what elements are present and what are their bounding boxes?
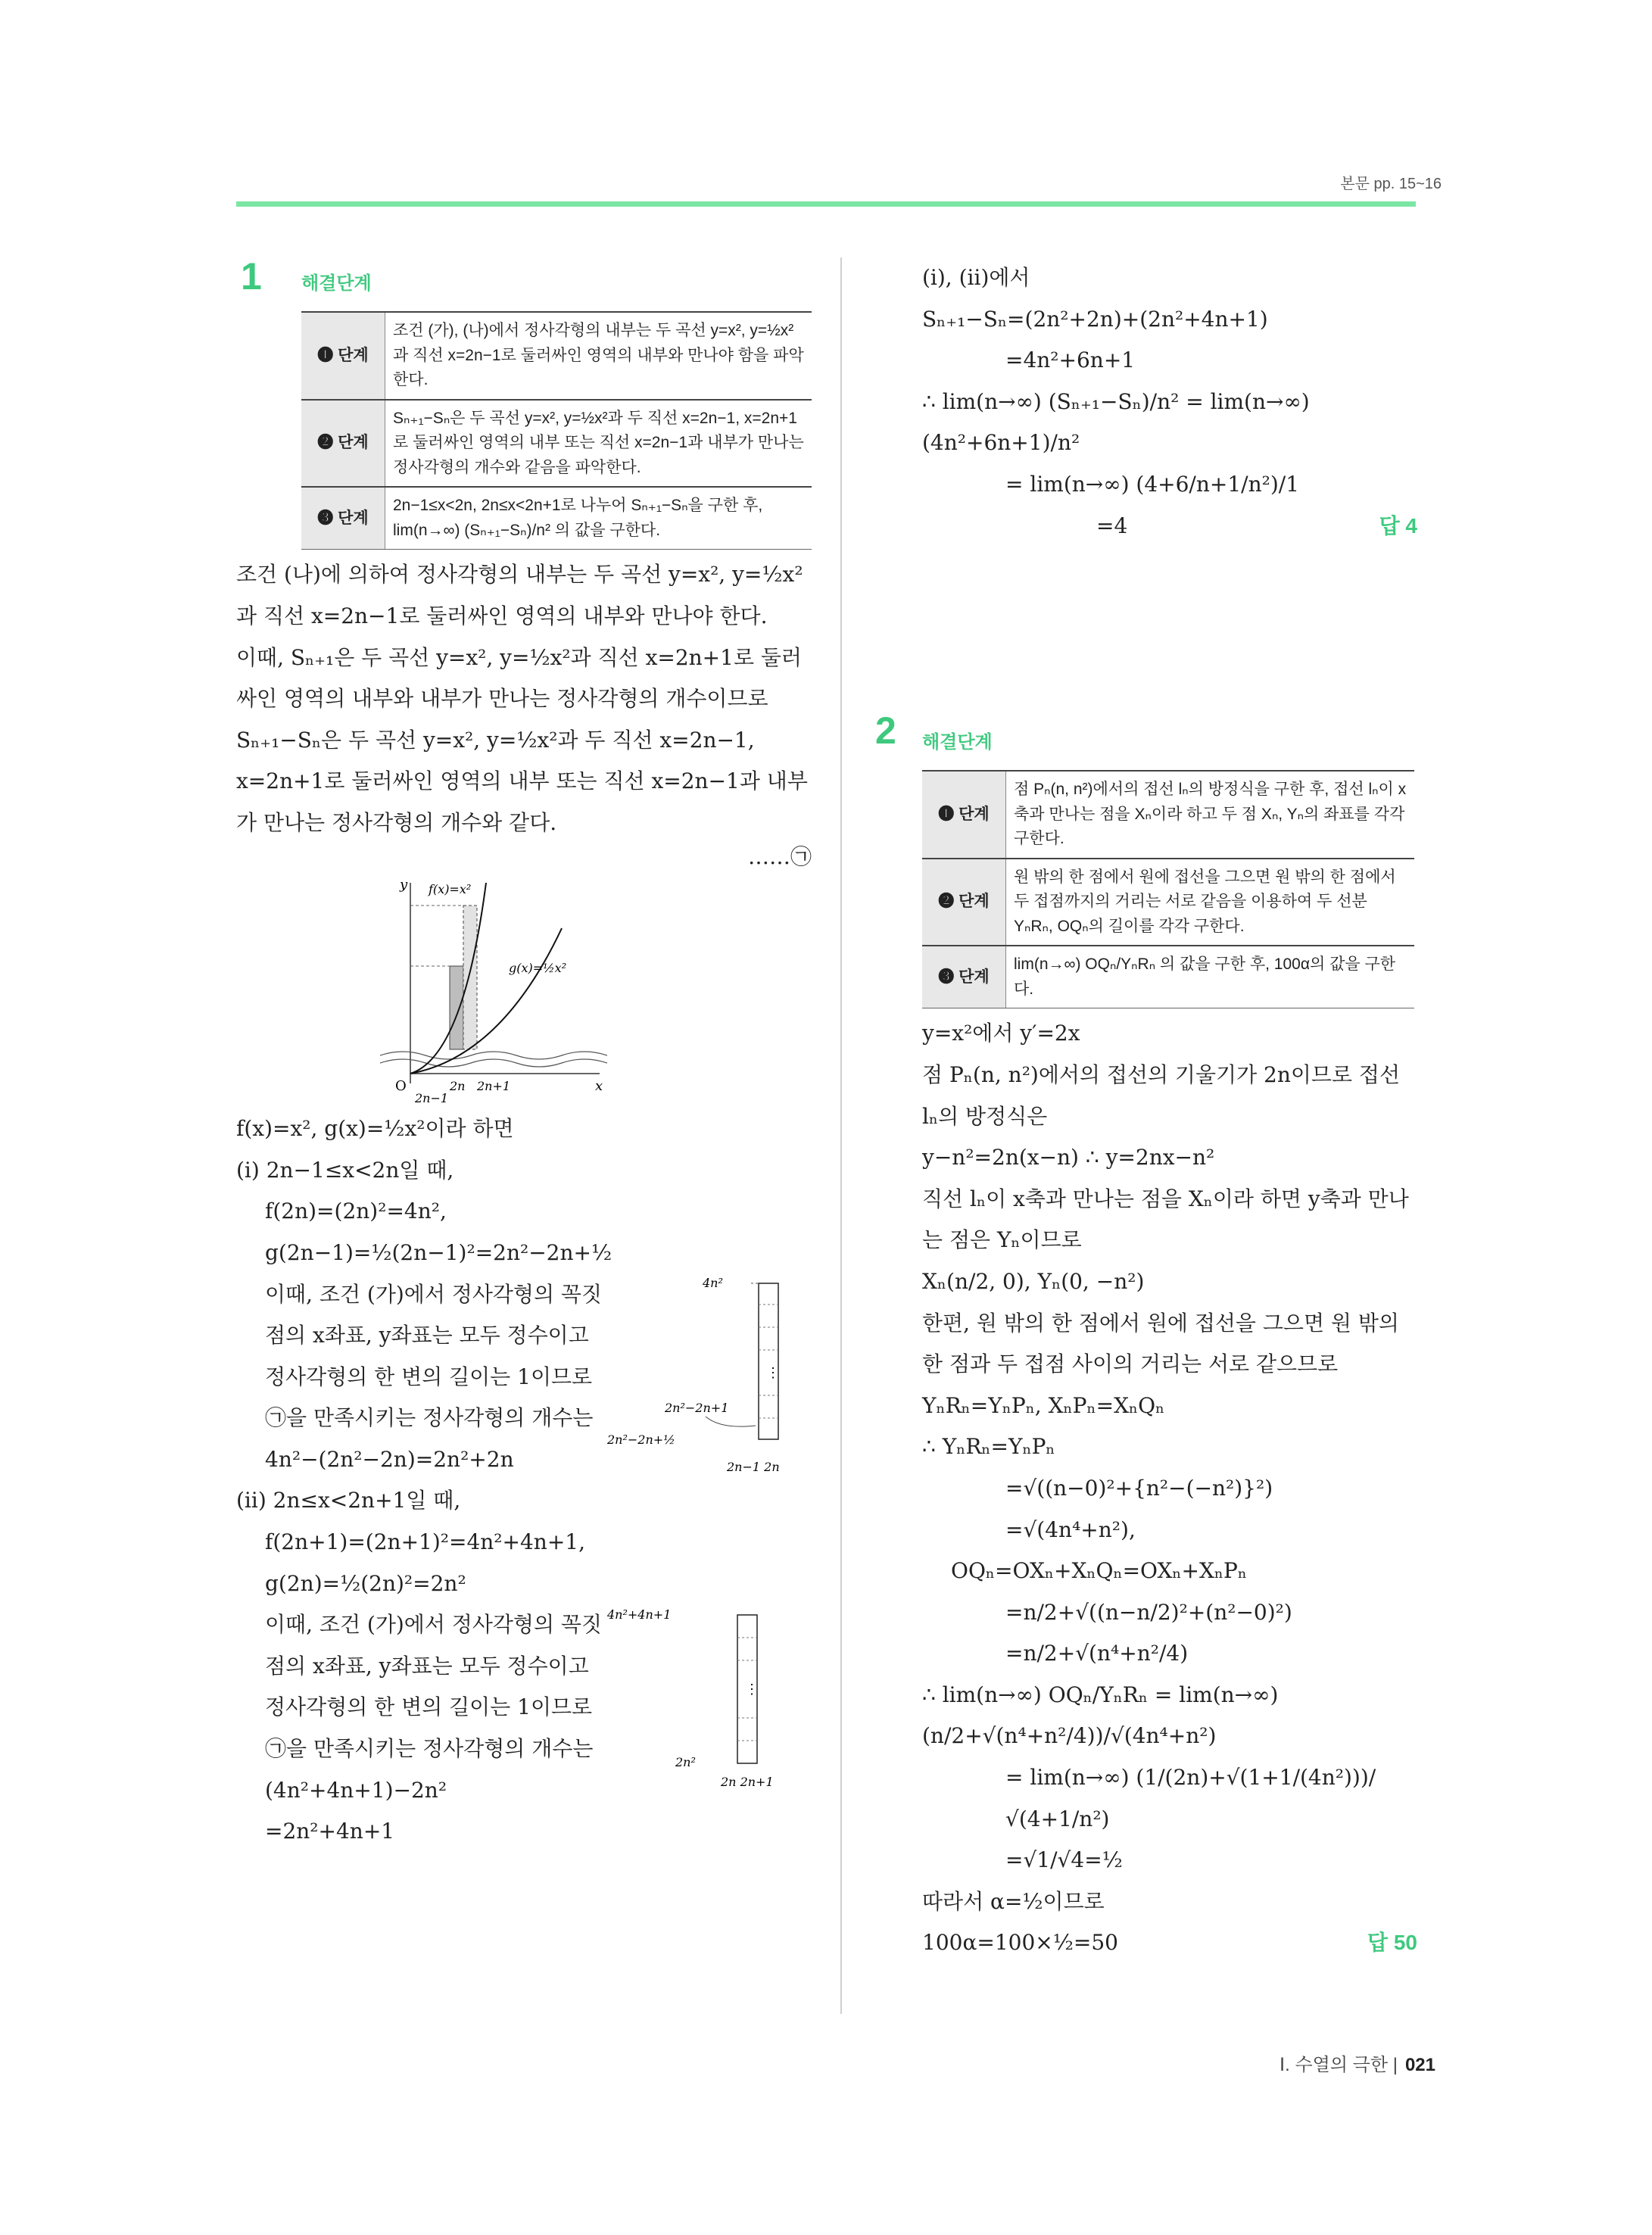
f-curve-label: f(x)=x² — [429, 882, 472, 897]
step-row — [922, 771, 1414, 859]
definition-line: f(x)=x², g(x)=½x²이라 하면 — [236, 1116, 514, 1142]
step-label: ❸ 단계 — [922, 946, 1006, 1008]
bottom-label: 2n−1 2n — [727, 1459, 780, 1474]
solution-line: 점 Pₙ(n, n²)에서의 접선의 기울기가 2n이므로 접선 lₙ의 방정식은 — [922, 1061, 1401, 1129]
shaded-squares — [450, 966, 463, 1049]
solution-line: 따라서 α=½이므로 — [922, 1888, 1105, 1914]
step-row — [301, 400, 812, 488]
step-label: ❸ 단계 — [301, 487, 385, 550]
solution-line: =4n²+6n+1 — [1005, 348, 1136, 373]
equation-line: f(2n+1)=(2n+1)²=4n²+4n+1, — [265, 1529, 586, 1555]
steps-table-1 — [301, 311, 812, 550]
right-column — [922, 257, 1417, 547]
answer-line — [922, 1922, 1417, 1964]
case1-block — [236, 1274, 812, 1481]
case-result: =2n²+4n+1 — [265, 1819, 395, 1844]
case-title: (ⅱ) 2n≤x<2n+1일 때, — [236, 1488, 461, 1513]
solution-line: Sₙ₊₁−Sₙ=(2n²+2n)+(2n²+4n+1) — [922, 306, 1268, 332]
svg-text:⋮: ⋮ — [745, 1682, 759, 1698]
right-column-problem-2 — [857, 716, 1417, 1964]
step-label: ❷ 단계 — [922, 859, 1006, 946]
column-squares — [463, 906, 477, 1049]
chapter-label: Ⅰ. 수열의 극한 | — [1280, 2055, 1398, 2075]
solution-line: y=x²에서 y′=2x — [922, 1021, 1080, 1046]
curve-figure — [380, 875, 607, 1102]
solution-line: YₙRₙ=YₙPₙ, XₙPₙ=XₙQₙ — [922, 1392, 1165, 1418]
case-result: (4n²+4n+1)−2n² — [265, 1777, 447, 1803]
g-curve-label: g(x)=½x² — [509, 961, 567, 976]
case-result: 4n²−(2n²−2n)=2n²+2n — [265, 1446, 514, 1472]
section-label-1: 해결단계 — [301, 273, 372, 294]
problem-number-2: 2 — [875, 709, 896, 752]
break-mark — [380, 1052, 607, 1059]
case-text: 이때, 조건 (가)에서 정사각형의 꼭짓점의 x좌표, y좌표는 모두 정수이고 정사각형의 한 변의 길이는 1이므로 ㉠을 만족시키는 정사각형의 개수는 — [265, 1612, 603, 1762]
solution-line: =n/2+√(n⁴+n²/4) — [1005, 1641, 1189, 1666]
square-column-figure-2 — [607, 1604, 812, 1794]
page-reference: 본문 pp. 15~16 — [1340, 176, 1442, 192]
square-column-figure — [607, 1274, 812, 1479]
solution-line: =4 — [1096, 513, 1128, 538]
low-label: 2n²−2n+½ — [607, 1432, 675, 1447]
answer-badge: 답 50 — [1367, 1931, 1417, 1955]
case-title: (ⅰ) 2n−1≤x<2n일 때, — [236, 1157, 454, 1183]
steps-table-2 — [922, 770, 1414, 1008]
column-outline — [759, 1283, 778, 1439]
step-text: Sₙ₊₁−Sₙ은 두 곡선 y=x², y=½x²과 두 직선 x=2n−1, x=2n+1로 둘러싸인 영역의 내부 또는 직선 x=2n−1과 내부가 만나는 정사각형의 개수와 같음을 파악한다. — [385, 400, 812, 488]
answer-line — [922, 506, 1417, 547]
solution-line: (ⅰ), (ⅱ)에서 — [922, 265, 1030, 290]
solution-line: =n/2+√((n−n/2)²+(n²−0)²) — [1005, 1599, 1292, 1625]
step-row — [301, 487, 812, 550]
step-row — [922, 859, 1414, 946]
equation-line: f(2n)=(2n)²=4n², — [265, 1199, 447, 1224]
left-column — [236, 257, 812, 1853]
step-row — [301, 312, 812, 400]
solution-line: 한편, 원 밖의 한 점에서 원에 접선을 그으면 원 밖의 한 점과 두 접점 사이의 거리는 서로 같으므로 — [922, 1310, 1399, 1377]
tick-label: 2n — [450, 1079, 466, 1094]
solution-line: =√((n−0)²+{n²−(−n²)}²) — [1005, 1475, 1273, 1501]
solution-line: =√(4n⁴+n²), — [1005, 1516, 1136, 1542]
column-divider — [840, 257, 842, 2014]
step-label: ❶ 단계 — [301, 312, 385, 400]
equation-line: g(2n)=½(2n)²=2n² — [265, 1570, 466, 1596]
bottom-label: 2n 2n+1 — [721, 1775, 774, 1790]
section-label-2: 해결단계 — [922, 732, 993, 753]
solution-line: OQₙ=OXₙ+XₙQₙ=OXₙ+XₙPₙ — [951, 1558, 1248, 1584]
step-text: 조건 (가), (나)에서 정사각형의 내부는 두 곡선 y=x², y=½x²과 직선 x=2n−1로 둘러싸인 영역의 내부와 만나야 함을 파악한다. — [385, 312, 812, 400]
solution-line: 직선 lₙ이 x축과 만나는 점을 Xₙ이라 하면 y축과 만나는 점은 Yₙ이므로 — [922, 1186, 1409, 1253]
top-label: 4n² — [703, 1275, 723, 1290]
x-axis-label: x — [595, 1078, 603, 1095]
solution-line: =√1/√4=½ — [1005, 1847, 1123, 1873]
mid-label: 2n²−2n+1 — [665, 1400, 729, 1415]
svg-text:⋮: ⋮ — [766, 1364, 780, 1381]
solution-line: = lim(n→∞) (4+6/n+1/n²)/1 — [1005, 471, 1300, 497]
low-label: 2n² — [675, 1755, 696, 1770]
top-label: 4n²+4n+1 — [607, 1607, 672, 1622]
step-text: 원 밖의 한 점에서 원에 접선을 그으면 원 밖의 한 점에서 두 접점까지의 거리는 서로 같음을 이용하여 두 선분 YₙRₙ, OQₙ의 길이를 각각 구한다. — [1006, 859, 1415, 946]
origin-label: O — [395, 1078, 407, 1095]
solution-line: y−n²=2n(x−n) ∴ y=2nx−n² — [922, 1145, 1215, 1170]
page-number: 021 — [1404, 2055, 1435, 2075]
equation-mark: ……㉠ — [747, 843, 812, 869]
step-row — [922, 946, 1414, 1008]
solution-line: ∴ YₙRₙ=YₙPₙ — [922, 1434, 1055, 1460]
problem-number-1: 1 — [241, 255, 262, 298]
equation-line: g(2n−1)=½(2n−1)²=2n²−2n+½ — [265, 1239, 612, 1265]
step-text: 점 Pₙ(n, n²)에서의 접선 lₙ의 방정식을 구한 후, 접선 lₙ이 x축과 만나는 점을 Xₙ이라 하고 두 점 Xₙ, Yₙ의 좌표를 각각 구한다. — [1006, 771, 1415, 859]
page-footer — [1280, 2050, 1435, 2076]
answer-badge: 답 4 — [1379, 513, 1417, 538]
step-text: lim(n→∞) OQₙ/YₙRₙ 의 값을 구한 후, 100α의 값을 구한다. — [1006, 946, 1415, 1008]
solution-line: = lim(n→∞) (1/(2n)+√(1+1/(4n²)))/√(4+1/n²) — [1005, 1765, 1376, 1831]
step-text: 2n−1≤x<2n, 2n≤x<2n+1로 나누어 Sₙ₊₁−Sₙ을 구한 후, lim(n→∞) (Sₙ₊₁−Sₙ)/n² 의 값을 구한다. — [385, 487, 812, 550]
case-text: 이때, 조건 (가)에서 정사각형의 꼭짓점의 x좌표, y좌표는 모두 정수이고 정사각형의 한 변의 길이는 1이므로 ㉠을 만족시키는 정사각형의 개수는 — [265, 1281, 603, 1431]
solution-line: 100α=100×½=50 — [922, 1930, 1118, 1956]
tick-label: 2n−1 — [415, 1091, 449, 1103]
solution-line: Xₙ(n/2, 0), Yₙ(0, −n²) — [922, 1268, 1145, 1294]
step-label: ❶ 단계 — [922, 771, 1006, 859]
header-rule — [236, 201, 1416, 207]
solution-line: ∴ lim(n→∞) (Sₙ₊₁−Sₙ)/n² = lim(n→∞) (4n²+6n+1)/n² — [922, 388, 1310, 456]
solution-2-body — [922, 1013, 1417, 1964]
tick-label: 2n+1 — [477, 1079, 511, 1094]
y-axis-label: y — [400, 877, 408, 893]
step-label: ❷ 단계 — [301, 400, 385, 488]
paragraph: 이때, Sₙ₊₁은 두 곡선 y=x², y=½x²과 직선 x=2n+1로 둘러싸인 영역의 내부와 내부가 만나는 정사각형의 개수이므로 Sₙ₊₁−Sₙ은 두 곡선 y=x², y=½x²과 두 직선 x=2n−1, x=2n+1로 둘러싸인 영역의 내부 또는 직선 x=2n−1과 내부가 만나는 정사각형의 개수와 같다. — [236, 644, 808, 835]
solution-line: ∴ lim(n→∞) OQₙ/YₙRₙ = lim(n→∞) (n/2+√(n⁴+n²/4))/√(4n⁴+n²) — [922, 1682, 1279, 1749]
paragraph: 조건 (나)에 의하여 정사각형의 내부는 두 곡선 y=x², y=½x²과 직선 x=2n−1로 둘러싸인 영역의 내부와 만나야 한다. — [236, 562, 803, 628]
break-mark — [380, 1059, 607, 1067]
case2-block — [236, 1604, 812, 1853]
